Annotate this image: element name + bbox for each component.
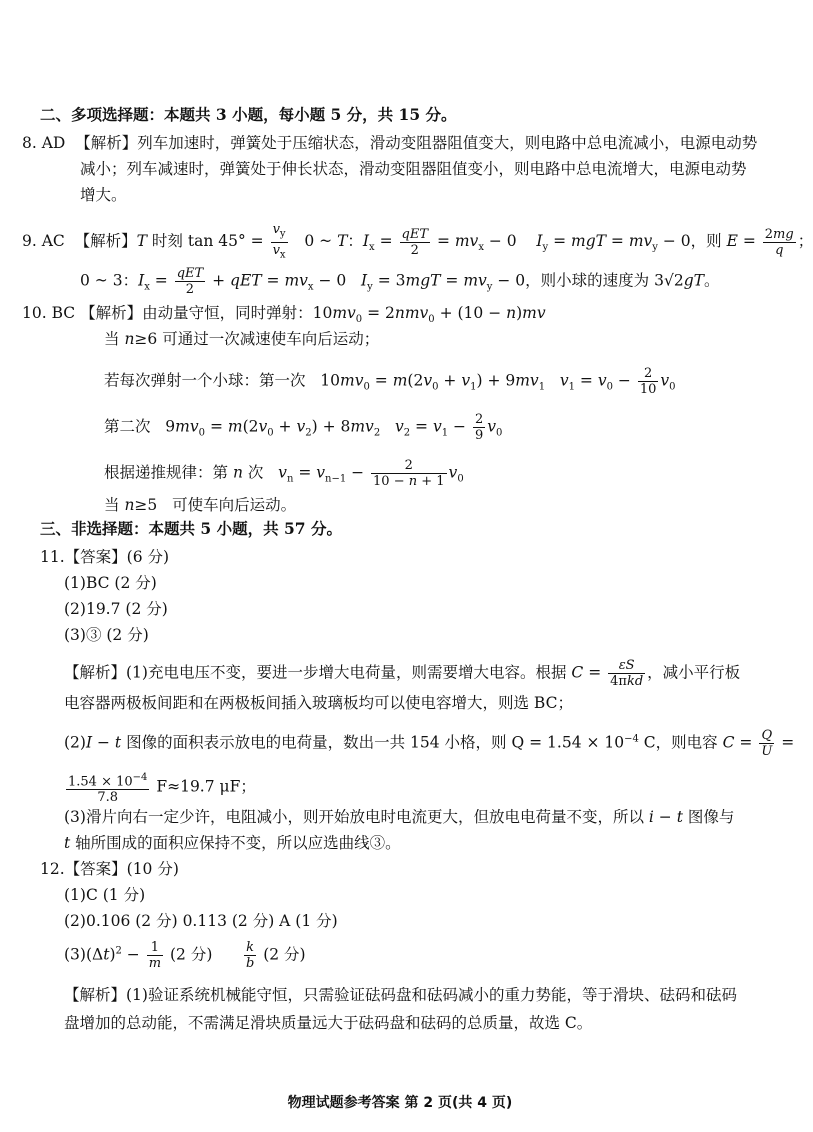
q9-line-1: 9. AC 【解析】T 时刻 tan 45° = $\frac{v_y}{v_x}$ 0 ~ T：$I_x$ = $\frac{\text{qET}}{2}$ = $mv_x - 0$ $I_y$ = mgT = $mv_y - 0$，则 E = $\frac{2mg}{q}$ ；: [22, 222, 813, 261]
fraction: $\frac{\text{qET}}{2}$: [401, 226, 429, 258]
fraction: $\frac{k}{b}$: [245, 940, 255, 971]
q11-answer-2: (2)19.7 (2 分): [64, 600, 168, 618]
q11-explain-3: (2)I − t 图像的面积表示放电的电荷量，数出一共 154 小格，则 $Q = 1.54 \times 10^{-4}$ C，则电容 C = $\frac{Q}{U}$ =: [64, 728, 795, 759]
q12-explain-2: 盘增加的总动能，不需满足滑块质量远大于砝码盘和砝码的总质量，故选 C。: [64, 1014, 593, 1032]
fraction: $\frac{\varepsilon S}{\text{4πkd}}$: [610, 658, 644, 689]
q10-line-2: 当 n≥6 可通过一次减速使车向后运动；: [104, 330, 380, 348]
q8-line-2: 减小；列车减速时，弹簧处于伸长状态，滑动变阻器阻值变小，则电路中总电流增大，电源电动势: [80, 160, 747, 178]
q11-answer-3: (3)③ (2 分): [64, 626, 149, 644]
q12-answer-1: (1)C (1 分): [64, 886, 146, 904]
q12-head: 12.【答案】(10 分): [40, 860, 179, 878]
q9-line-2: 0 ~ 3：$I_x$ = $\frac{\text{qET}}{2}$ + qET = $mv_x - 0$ $I_y = 3mgT = mv_y - 0$，则小球的速度为 3√2gT。: [80, 266, 720, 297]
fraction: $\frac{2}{10}$: [639, 366, 657, 397]
q11-explain-4: $\frac{1.54 \times 10^{-4}}{7.8}$ F≈19.7 μF；: [68, 772, 256, 806]
fraction: $\frac{1}{m}$: [148, 940, 162, 971]
section-2-title: 二、多项选择题：本题共 3 小题，每小题 5 分，共 15 分。: [40, 105, 457, 124]
fraction: $\frac{2}{10 - n + 1}$: [373, 458, 445, 489]
fraction: $\frac{v_y}{v_x}$: [272, 222, 286, 261]
q10-line-3: 若每次弹射一个小球：第一次 $10mv_0 = m(2v_0 + v_1) + 9mv_1$ $v_1 = v_0$ − $\frac{2}{10}$ $v_0$: [104, 366, 676, 397]
fraction: $\frac{2mg}{q}$: [764, 226, 794, 258]
q11-explain-5: (3)滑片向右一定少许，电阻减小，则开始放电时电流更大，但放电电荷量不变，所以 i − t 图像与: [64, 808, 735, 826]
q11-explain-6: t 轴所围成的面积应保持不变，所以应选曲线③。: [64, 834, 401, 852]
q8-line-3: 增大。: [80, 186, 127, 204]
q12-answer-3: $(3)(\Delta t)^2$ − $\frac{1}{m}$ (2 分) $\frac{k}{b}$ (2 分): [64, 940, 306, 971]
q11-explain-1: 【解析】(1)充电电压不变，要进一步增大电荷量，则需要增大电容。根据 C = $\frac{\varepsilon S}{\text{4πkd}}$ ，减小平行板: [64, 658, 741, 689]
q10-line-6: 当 n≥5 可使车向后运动。: [104, 496, 297, 514]
fraction: $\frac{1.54 \times 10^{-4}}{7.8}$: [68, 772, 148, 806]
q11-head: 11.【答案】(6 分): [40, 548, 170, 566]
q12-explain-1: 【解析】(1)验证系统机械能守恒，只需验证砝码盘和砝码减小的重力势能，等于滑块、砝码和砝码: [64, 986, 737, 1004]
section-3-title: 三、非选择题：本题共 5 小题，共 57 分。: [40, 519, 342, 538]
fraction: $\frac{\text{qET}}{2}$: [176, 266, 204, 297]
q11-answer-1: (1)BC (2 分): [64, 574, 157, 592]
q11-explain-2: 电容器两极板间距和在两极板间插入玻璃板均可以使电容增大，则选 BC；: [64, 694, 573, 712]
q10-line-4: 第二次 $9mv_0 = m(2v_0 + v_2) + 8mv_2$ $v_2 = v_1$ − $\frac{2}{9}$ $v_0$: [104, 412, 503, 443]
q12-answer-2: (2)0.106 (2 分) 0.113 (2 分) A (1 分): [64, 912, 338, 930]
fraction: $\frac{2}{9}$: [474, 412, 484, 443]
q10-line-1: 10. BC 【解析】由动量守恒，同时弹射：$10mv_0 = 2nmv_0 + (10 - n)mv$: [22, 304, 546, 326]
fraction: $\frac{Q}{U}$: [761, 728, 773, 759]
q8-line-1: 8. AD 【解析】列车加速时，弹簧处于压缩状态，滑动变阻器阻值变大，则电路中总电流减小，电源电动势: [22, 134, 758, 152]
q10-line-5: 根据递推规律：第 n 次 $v_n = v_{n-1}$ − $\frac{2}{10 - n + 1}$ $v_0$: [104, 458, 464, 489]
page-footer: 物理试题参考答案 第 2 页(共 4 页): [287, 1095, 513, 1111]
